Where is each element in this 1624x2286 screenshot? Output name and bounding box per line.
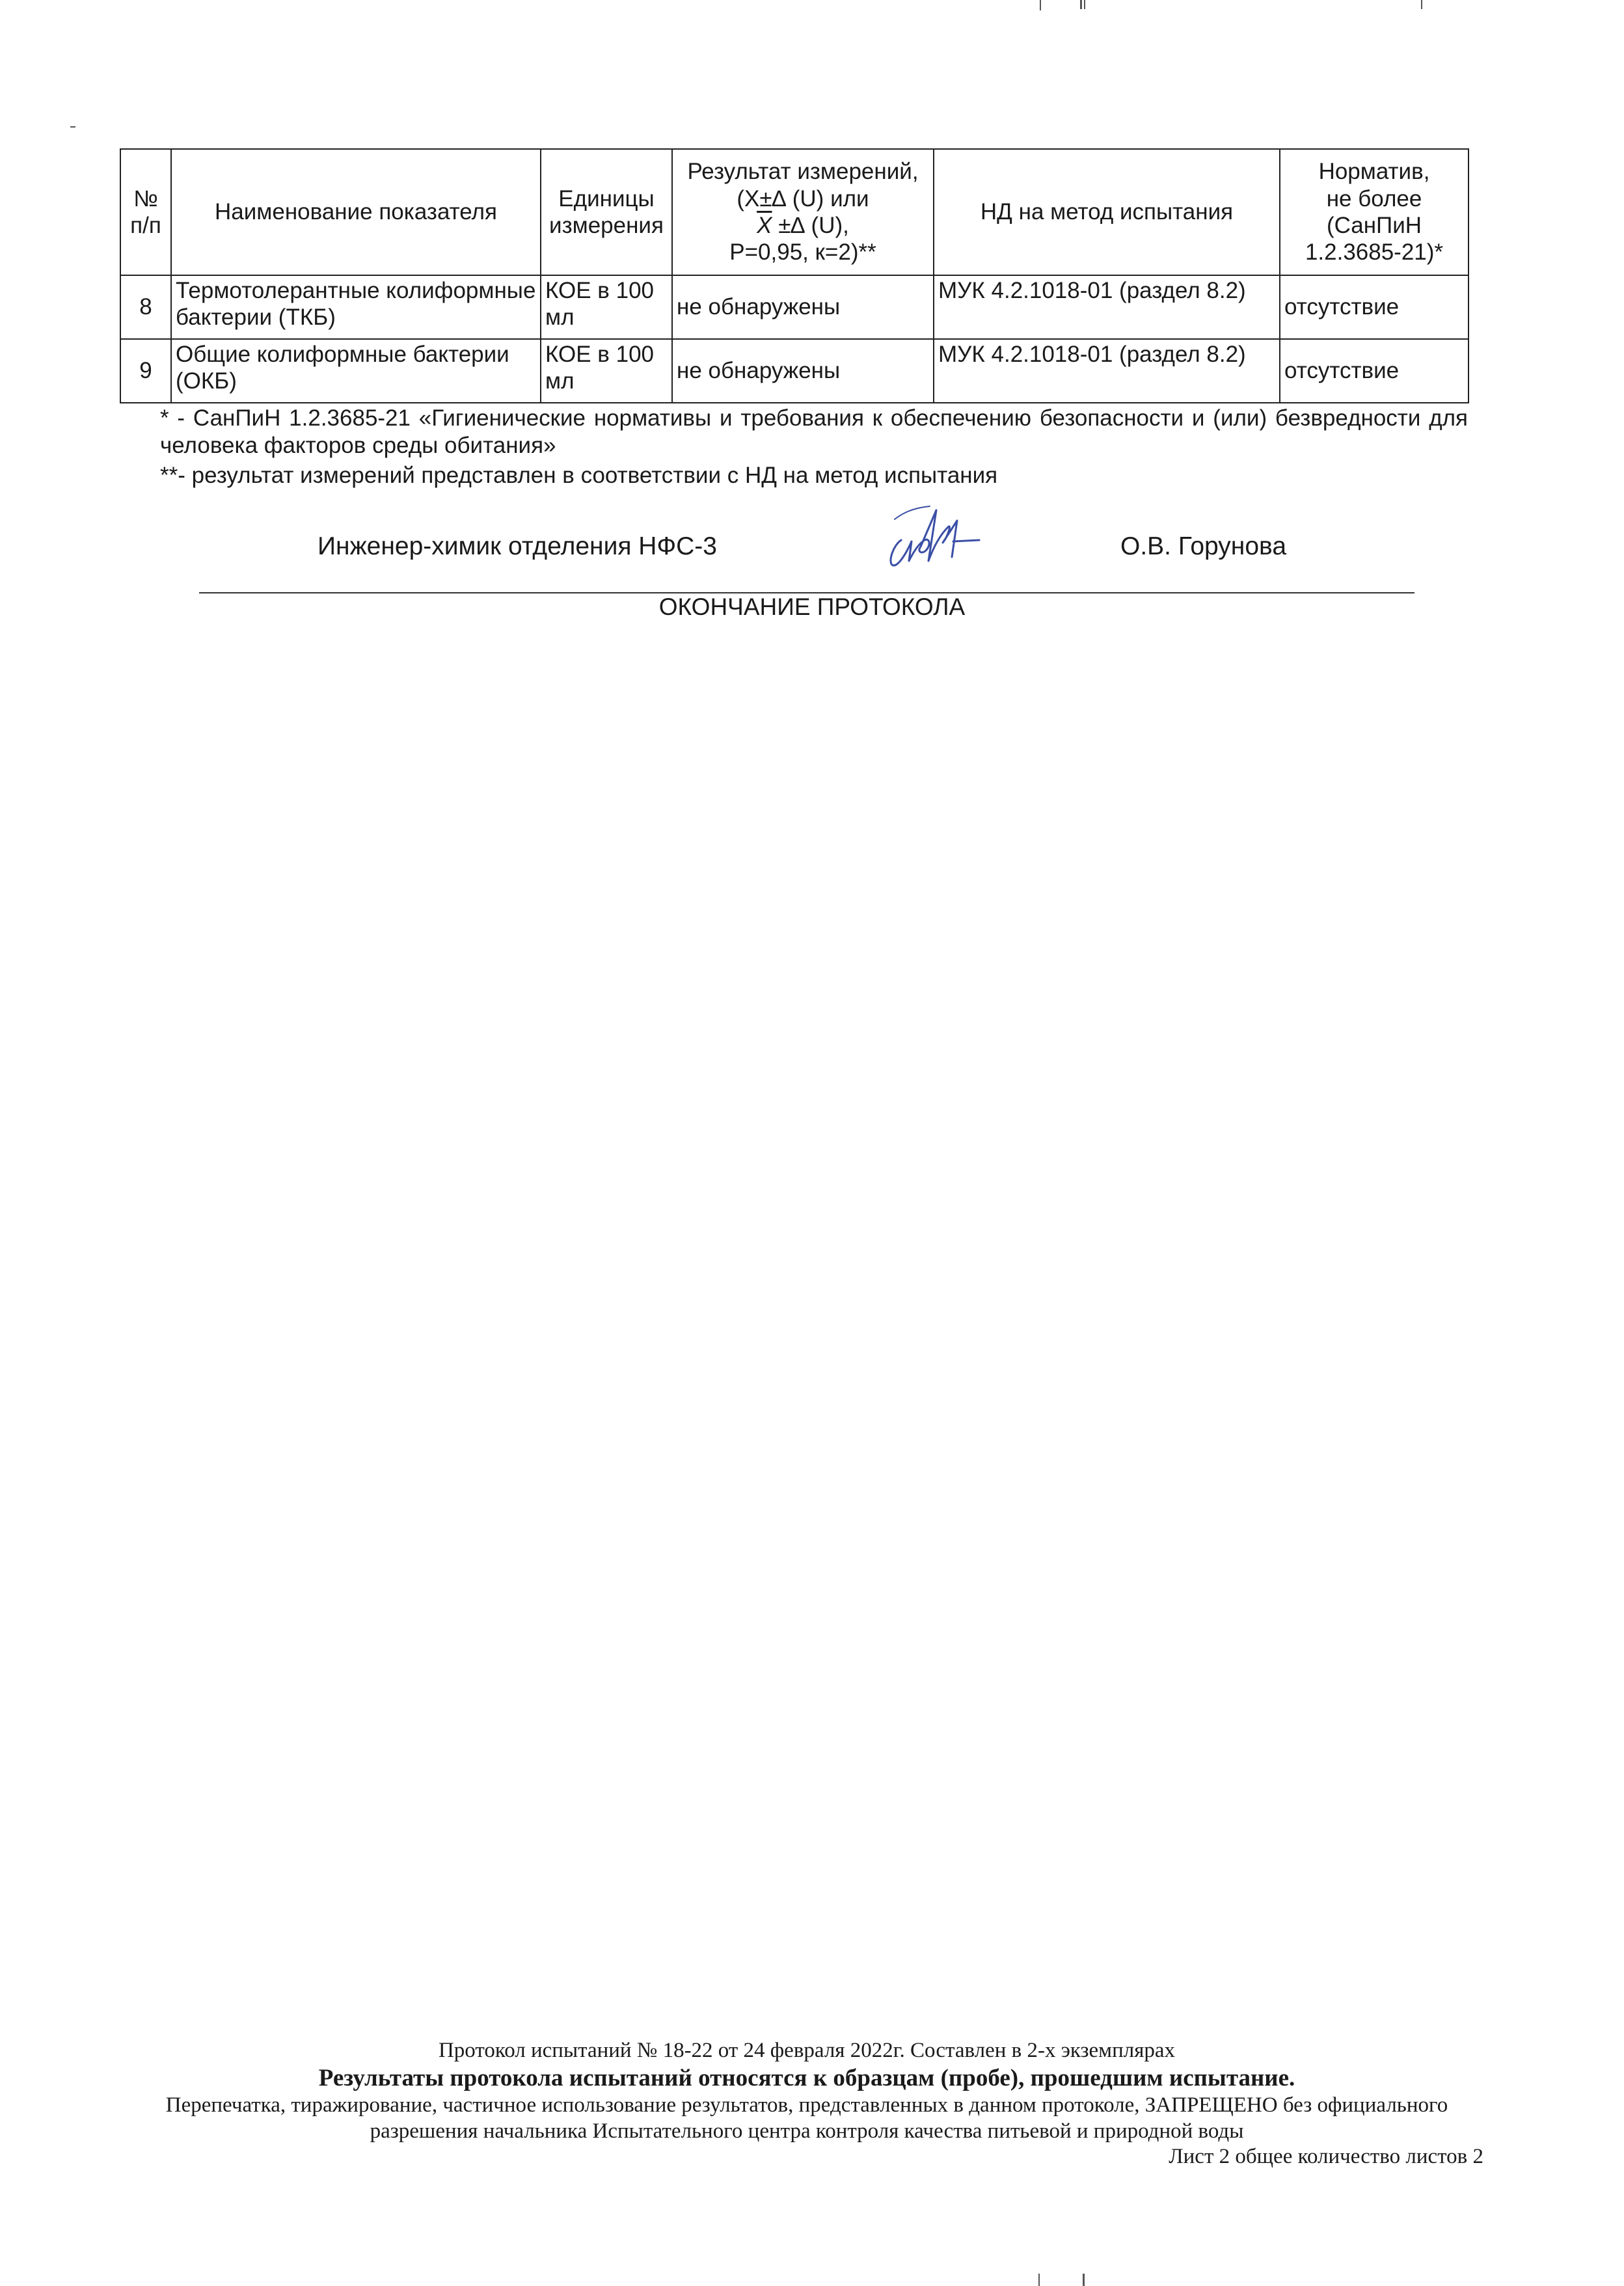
header-name: Наименование показателя	[171, 149, 541, 275]
header-result-line: Результат измерений,	[687, 159, 919, 185]
header-units: Единицы измерения	[541, 149, 672, 275]
signature-row	[0, 532, 1624, 571]
header-result-line: (X±∆ (U) или	[737, 185, 869, 211]
row-norm: отсутствие	[1280, 339, 1468, 403]
header-norm	[1280, 149, 1468, 275]
header-norm-line: (СанПиН	[1326, 213, 1422, 238]
scan-mark	[1040, 0, 1041, 10]
row-units: КОЕ в 100 мл	[541, 339, 672, 403]
scan-mark	[1421, 0, 1422, 9]
row-num: 8	[120, 275, 171, 339]
table-row	[120, 339, 1468, 403]
header-method: НД на метод испытания	[934, 149, 1280, 275]
table-header-row	[120, 149, 1468, 275]
scan-mark	[70, 126, 75, 128]
row-method: МУК 4.2.1018-01 (раздел 8.2)	[934, 339, 1280, 403]
row-result: не обнаружены	[672, 275, 934, 339]
row-norm: отсутствие	[1280, 275, 1468, 339]
scan-mark	[1083, 2274, 1085, 2286]
header-result-line: ±∆ (U),	[772, 213, 849, 238]
footnote-result: **- результат измерений представлен в соответствии с НД на метод испытания	[160, 463, 998, 488]
header-result-line	[677, 212, 929, 239]
header-norm-line: Норматив,	[1318, 159, 1430, 185]
header-num: № п/п	[120, 149, 171, 275]
row-name: Общие колиформные бактерии (ОКБ)	[171, 339, 541, 403]
row-name: Термотолерантные колиформные бактерии (ТКБ)	[171, 275, 541, 339]
header-result-line: Р=0,95, к=2)**	[729, 239, 876, 265]
signer-name: О.В. Горунова	[1120, 532, 1287, 560]
table-row	[120, 275, 1468, 339]
handwritten-signature	[875, 501, 1028, 573]
row-units: КОЕ в 100 мл	[541, 275, 672, 339]
results-table	[120, 148, 1469, 403]
header-norm-line: 1.2.3685-21)*	[1305, 239, 1444, 265]
end-of-protocol-title: ОКОНЧАНИЕ ПРОТОКОЛА	[658, 593, 966, 620]
footer-results-note: Результаты протокола испытаний относятся к образцам (пробе), прошедшим испытание.	[318, 2064, 1295, 2091]
scan-mark	[1080, 0, 1082, 9]
scan-mark	[1084, 0, 1085, 9]
footer-protocol-line: Протокол испытаний № 18-22 от 24 февраля 2022г. Составлен в 2-х экземплярах	[438, 2039, 1176, 2062]
footer-sheet-count: Лист 2 общее количество листов 2	[1169, 2145, 1483, 2169]
header-result	[672, 149, 934, 275]
page-footer	[130, 2038, 1483, 2170]
footer-reprint-note: Перепечатка, тиражирование, частичное использование результатов, представленных в данном протоколе, ЗАПРЕЩЕНО без официального разрешения начальника Испытательного центра контроля качества питьевой и природной воды	[165, 2093, 1448, 2143]
x-bar-symbol: $\overline{X}$	[757, 213, 772, 238]
footnote-sanpin: * - СанПиН 1.2.3685-21 «Гигиенические нормативы и требования к обеспечению безопасности и (или) безвредности для человека факторов среды обитания»	[160, 405, 1468, 458]
row-result: не обнаружены	[672, 339, 934, 403]
row-num: 9	[120, 339, 171, 403]
header-norm-line: не более	[1326, 185, 1422, 211]
row-method: МУК 4.2.1018-01 (раздел 8.2)	[934, 275, 1280, 339]
signer-position: Инженер-химик отделения НФС-3	[318, 532, 717, 560]
footnotes	[160, 405, 1468, 489]
scan-mark	[1038, 2274, 1040, 2286]
